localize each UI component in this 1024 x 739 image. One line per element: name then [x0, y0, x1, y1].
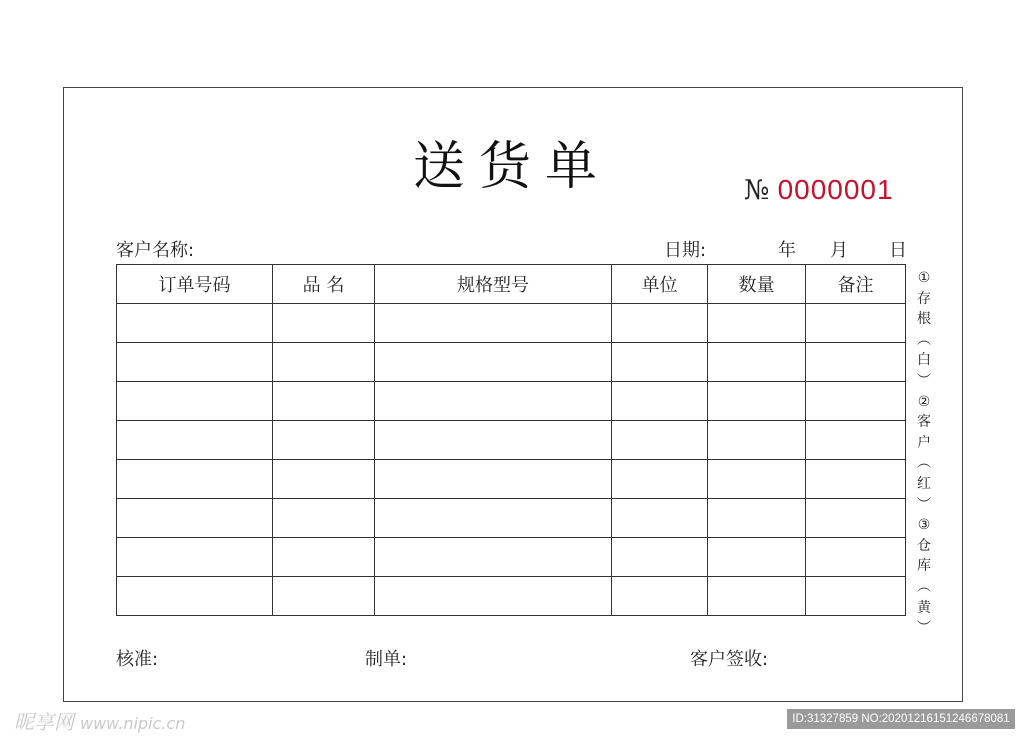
table-cell[interactable]	[806, 343, 906, 382]
table-cell[interactable]	[375, 499, 612, 538]
table-cell[interactable]	[117, 538, 273, 577]
side-note-char: 客	[917, 414, 931, 431]
watermark-brand	[14, 706, 185, 735]
table-cell[interactable]	[612, 460, 708, 499]
side-note-char: ︵	[917, 455, 931, 472]
side-note-char: ︶	[917, 620, 931, 637]
table-cell[interactable]	[117, 382, 273, 421]
date-year-label: 年	[778, 240, 796, 261]
table-cell[interactable]	[806, 577, 906, 616]
column-header-unit: 单位	[612, 265, 708, 304]
table-cell[interactable]	[273, 421, 375, 460]
column-header-remarks: 备注	[806, 265, 906, 304]
table-cell[interactable]	[612, 382, 708, 421]
number-value: 0000001	[777, 174, 894, 205]
table-cell[interactable]	[612, 538, 708, 577]
side-note-char: ︵	[917, 578, 931, 595]
number-prefix: №	[744, 175, 770, 206]
table-row	[117, 382, 906, 421]
watermark-brand-name: 昵享网	[14, 710, 74, 734]
table-cell[interactable]	[806, 421, 906, 460]
side-note-char: 库	[917, 558, 931, 575]
table-cell[interactable]	[273, 499, 375, 538]
table-header-row	[117, 265, 906, 304]
table-row	[117, 538, 906, 577]
side-note-char: ︶	[917, 496, 931, 513]
column-header-product-name: 品 名	[273, 265, 375, 304]
table-cell[interactable]	[117, 460, 273, 499]
prepared-by-label: 制单:	[365, 649, 408, 670]
table-cell[interactable]	[612, 421, 708, 460]
table-cell[interactable]	[117, 577, 273, 616]
customer-name-label: 客户名称:	[116, 240, 195, 261]
column-header-quantity: 数量	[708, 265, 806, 304]
table-cell[interactable]	[708, 538, 806, 577]
table-row	[117, 343, 906, 382]
table-cell[interactable]	[708, 577, 806, 616]
side-note-char: 白	[917, 352, 931, 369]
table-cell[interactable]	[708, 460, 806, 499]
table-cell[interactable]	[806, 460, 906, 499]
table-cell[interactable]	[117, 343, 273, 382]
table-cell[interactable]	[375, 460, 612, 499]
table-cell[interactable]	[375, 382, 612, 421]
column-header-specification: 规格型号	[375, 265, 612, 304]
table-cell[interactable]	[117, 304, 273, 343]
goods-table	[116, 264, 906, 616]
side-note-char: ③	[917, 517, 931, 534]
table-cell[interactable]	[273, 577, 375, 616]
table-cell[interactable]	[806, 382, 906, 421]
table-row	[117, 577, 906, 616]
table-cell[interactable]	[806, 538, 906, 577]
table-cell[interactable]	[375, 304, 612, 343]
table-cell[interactable]	[117, 421, 273, 460]
side-note-char: 存	[917, 290, 931, 307]
side-note-char: 仓	[917, 537, 931, 554]
table-cell[interactable]	[273, 538, 375, 577]
date-month-label: 月	[830, 240, 848, 261]
table-cell[interactable]	[708, 421, 806, 460]
side-note-char: ①	[917, 270, 931, 286]
table-cell[interactable]	[273, 343, 375, 382]
table-row	[117, 421, 906, 460]
table-cell[interactable]	[273, 460, 375, 499]
table-cell[interactable]	[273, 382, 375, 421]
watermark-id-badge: ID:31327859 NO:20201216151246678081	[787, 709, 1015, 729]
document-number	[744, 173, 894, 206]
copy-distribution-note	[914, 268, 934, 639]
side-note-char: ︶	[917, 372, 931, 389]
table-row	[117, 304, 906, 343]
table-cell[interactable]	[273, 304, 375, 343]
date-day-label: 日	[889, 240, 907, 261]
date-label: 日期:	[664, 240, 707, 261]
table-cell[interactable]	[612, 499, 708, 538]
table-cell[interactable]	[806, 499, 906, 538]
side-note-char: 红	[917, 475, 931, 492]
side-note-char: 根	[917, 311, 931, 328]
customer-signature-label: 客户签收:	[690, 649, 769, 670]
table-cell[interactable]	[612, 304, 708, 343]
table-row	[117, 499, 906, 538]
table-row	[117, 460, 906, 499]
watermark-site: www.nipic.cn	[80, 714, 186, 733]
table-cell[interactable]	[612, 343, 708, 382]
table-cell[interactable]	[612, 577, 708, 616]
table-cell[interactable]	[806, 304, 906, 343]
table-cell[interactable]	[375, 577, 612, 616]
side-note-char: ︵	[917, 331, 931, 348]
side-note-char: 黄	[917, 599, 931, 616]
side-note-char: 户	[917, 434, 931, 451]
table-cell[interactable]	[708, 499, 806, 538]
table-cell[interactable]	[375, 538, 612, 577]
table-body	[117, 304, 906, 616]
document-title: 送货单	[412, 137, 611, 197]
table-cell[interactable]	[117, 499, 273, 538]
table-cell[interactable]	[375, 343, 612, 382]
table-cell[interactable]	[708, 343, 806, 382]
table-cell[interactable]	[375, 421, 612, 460]
table-cell[interactable]	[708, 382, 806, 421]
table-cell[interactable]	[708, 304, 806, 343]
column-header-order-no: 订单号码	[117, 265, 273, 304]
approve-label: 核准:	[116, 649, 159, 670]
side-note-char: ②	[917, 393, 931, 410]
